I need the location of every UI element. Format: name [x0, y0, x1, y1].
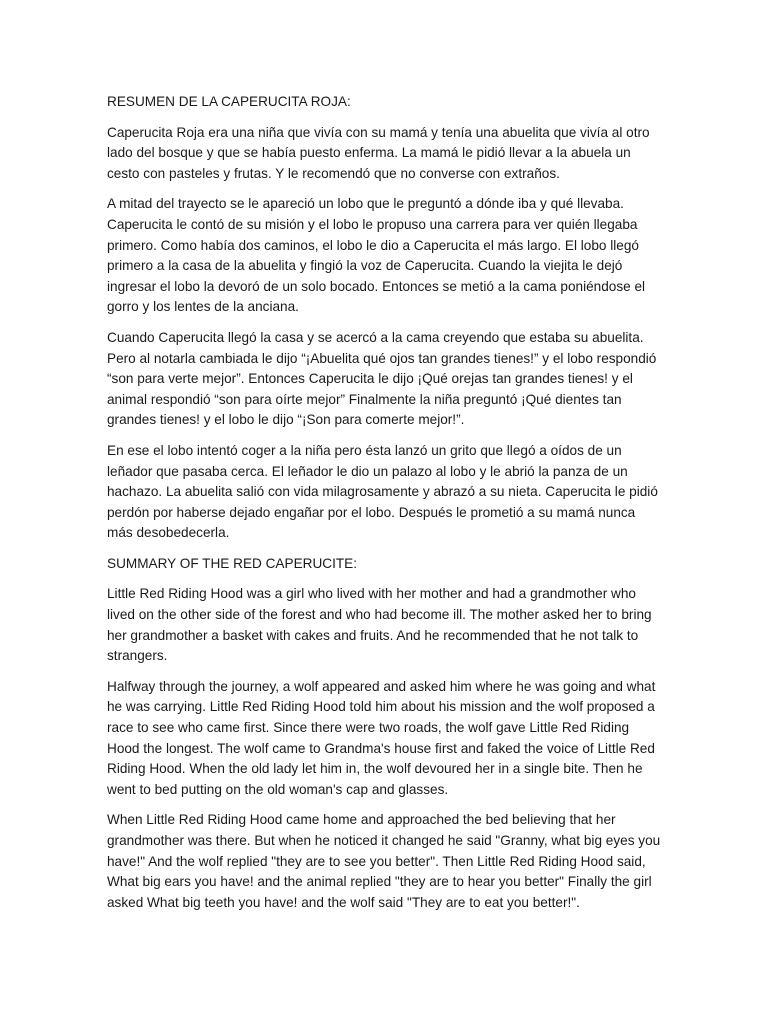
spanish-paragraph-3: Cuando Caperucita llegó la casa y se acercó a la cama creyendo que estaba su abuelita. Pero al notarla cambiada le dijo “¡Abuelita qué ojos tan grandes tienes!” y el lobo respondió “son para verte mejor”. Entonces Caperucita le dijo ¡Qué orejas tan grandes tienes! y el animal respondió “son para oírte mejor” Finalmente la niña preguntó ¡Qué dientes tan grandes tienes! y el lobo le dijo “¡Son para comerte mejor!”. — [107, 329, 657, 428]
english-paragraph-3: When Little Red Riding Hood came home and approached the bed believing that her grandmother was there. But when he noticed it changed he said "Granny, what big eyes you have!" And the wolf replied "they are to see you better". Then Little Red Riding Hood said, What big ears you have! and the animal replied "they are to hear you better" Finally the girl asked What big teeth you have! and the wolf said "They are to eat you better!". — [107, 812, 661, 910]
spanish-heading: RESUMEN DE LA CAPERUCITA ROJA: — [107, 94, 351, 109]
english-heading: SUMMARY OF THE RED CAPERUCITE: — [107, 555, 358, 571]
english-paragraph-2: Halfway through the journey, a wolf appeared and asked him where he was going and what he was carrying. Little Red Riding Hood told him about his mission and the wolf proposed a race to see who came first. Since there were two roads, the wolf gave Little Red Riding Hood the longest. The wolf came to Grandma's house first and faked the voice of Little Red Riding Hood. When the old lady let him in, the wolf devoured her in a single bite. Then he went to bed putting on the old woman's cap and glasses. — [107, 678, 656, 797]
spanish-paragraph-4: En ese el lobo intentó coger a la niña pero ésta lanzó un grito que llegó a oídos de un leñador que pasaba cerca. El leñador le dio un palazo al lobo y le abrió la panza de un hachazo. La abuelita salió con vida milagrosamente y abrazó a su nieta. Caperucita le pidió perdón por haberse dejado engañar por el lobo. Después le prometió a su mamá nunca más desobedecerla. — [107, 442, 658, 541]
spanish-paragraph-1: Caperucita Roja era una niña que vivía con su mamá y tenía una abuelita que vivía al otro lado del bosque y que se había puesto enferma. La mamá le pidió llevar a la abuela un cesto con pasteles y frutas. Y le recomendó que no converse con extraños. — [107, 124, 650, 181]
english-paragraph-1: Little Red Riding Hood was a girl who lived with her mother and had a grandmother who lived on the other side of the forest and who had become ill. The mother asked her to bring her grandmother a basket with cakes and fruits. And he recommended that he not talk to strangers. — [107, 586, 652, 664]
document-page — [107, 92, 662, 923]
spanish-paragraph-2: A mitad del trayecto se le apareció un lobo que le preguntó a dónde iba y qué llevaba. Caperucita le contó de su misión y el lobo le propuso una carrera para ver quién llegaba primero. Como había dos caminos, el lobo le dio a Caperucita el más largo. El lobo llegó primero a la casa de la abuelita y fingió la voz de Caperucita. Cuando la viejita le dejó ingresar el lobo la devoró de un solo bocado. Entonces se metió a la cama poniéndose el gorro y los lentes de la anciana. — [107, 196, 646, 315]
